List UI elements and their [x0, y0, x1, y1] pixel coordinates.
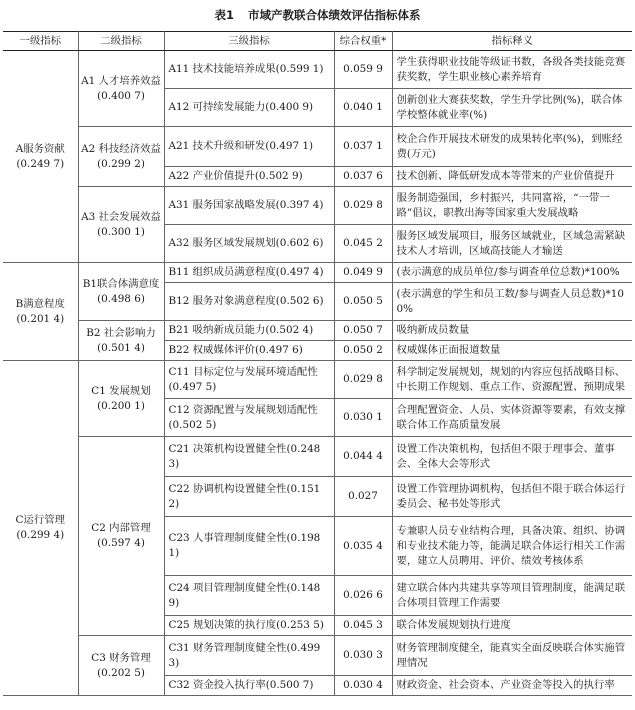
level2-cell — [78, 51, 164, 127]
level2-weight: (0.498 6) — [97, 292, 145, 305]
header-weight: 综合权重* — [334, 32, 392, 51]
level3-name: C31 财务管理制度健全性(0.499 3) — [164, 636, 334, 676]
level3-name: A11 技术技能培养成果(0.599 1) — [164, 51, 334, 89]
level3-name-line1: C12 资源配置与发展规划适配性 — [168, 403, 318, 416]
table-row — [3, 321, 632, 341]
level3-name: B22 权威媒体评价(0.497 6) — [164, 341, 334, 361]
level3-name: B21 吸纳新成员能力(0.502 4) — [164, 321, 334, 341]
description-cell: 科学制定发展规划，规划的内容应包括战略目标、中长期工作规划、重点工作、资源配置、预期成果 — [392, 361, 632, 399]
level2-cell — [78, 361, 164, 437]
level2-name: A2 科技经济效益 — [81, 142, 161, 155]
level3-name: C23 人事管理制度健全性(0.198 1) — [164, 517, 334, 576]
level2-name: C3 财务管理 — [91, 651, 151, 664]
weight-cell: 0.029 8 — [334, 187, 392, 225]
description-cell: 创新创业大赛获奖数，学生升学比例(%)，联合体学校整体就业率(%) — [392, 89, 632, 127]
weight-cell: 0.044 4 — [334, 437, 392, 477]
description-cell: 建立联合体内共建共享等项目管理制度，能满足联合体项目管理工作需要 — [392, 576, 632, 616]
description-cell: 吸纳新成员数量 — [392, 321, 632, 341]
description-cell: 校企合作开展技术研发的成果转化率(%)，到账经费(万元) — [392, 127, 632, 167]
weight-cell: 0.027 — [334, 477, 392, 517]
level2-weight: (0.501 4) — [97, 341, 145, 354]
weight-cell: 0.030 1 — [334, 399, 392, 437]
level1-cell — [3, 263, 78, 361]
weight-cell: 0.049 9 — [334, 263, 392, 283]
table-title: 市域产教联合体绩效评估指标体系 — [248, 8, 421, 22]
table-row — [3, 361, 632, 399]
level2-name: A3 社会发展效益 — [81, 210, 161, 223]
table-caption — [0, 0, 635, 30]
level1-name: C运行管理 — [15, 514, 65, 526]
description-cell: (表示满意的成员单位/参与调查单位总数)*100% — [392, 263, 632, 283]
level2-weight: (0.299 2) — [97, 157, 145, 170]
table-row — [3, 187, 632, 225]
level3-name: B12 服务对象满意程度(0.502 6) — [164, 283, 334, 321]
level3-name: B11 组织成员满意程度(0.497 4) — [164, 263, 334, 283]
weight-cell: 0.050 7 — [334, 321, 392, 341]
level2-weight: (0.200 1) — [97, 399, 145, 412]
level3-name: C24 项目管理制度健全性(0.148 9) — [164, 576, 334, 616]
level1-weight: (0.201 4) — [16, 312, 65, 325]
description-cell: 技术创新、降低研发成本等带来的产业价值提升 — [392, 167, 632, 187]
level2-name: C1 发展规划 — [91, 384, 151, 397]
level2-weight: (0.400 7) — [97, 89, 145, 102]
description-cell: 联合体发展规划执行进度 — [392, 616, 632, 636]
level3-name: C32 资金投入执行率(0.500 7) — [164, 676, 334, 696]
table-number: 表1 — [214, 8, 234, 22]
weight-cell: 0.050 2 — [334, 341, 392, 361]
weight-cell: 0.050 5 — [334, 283, 392, 321]
level3-name-line2: (0.497 5) — [168, 380, 217, 393]
level3-name — [164, 361, 334, 399]
table-row — [3, 437, 632, 477]
weight-cell: 0.045 2 — [334, 225, 392, 263]
header-level1: 一级指标 — [3, 32, 78, 51]
level1-name: B满意程度 — [15, 297, 65, 310]
description-cell: 专兼职人员专业结构合理，具备决策、组织、协调和专业技术能力等，能满足联合体运行相关工作需要，建立人员聘用、评价、绩效考核体系 — [392, 517, 632, 576]
level1-weight: (0.299 4) — [16, 529, 65, 541]
level3-name: A12 可持续发展能力(0.400 9) — [164, 89, 334, 127]
weight-cell: 0.040 1 — [334, 89, 392, 127]
weight-cell: 0.030 3 — [334, 636, 392, 676]
weight-cell: 0.035 4 — [334, 517, 392, 576]
level2-weight: (0.202 5) — [97, 666, 145, 679]
description-cell: 合理配置资金、人员、实体资源等要素，有效支撑联合体工作高质量发展 — [392, 399, 632, 437]
description-cell: 财务管理制度健全，能真实全面反映联合体实施管理情况 — [392, 636, 632, 676]
table-row — [3, 636, 632, 676]
level1-name: A服务资献 — [15, 142, 65, 155]
description-cell: 学生获得职业技能等级证书数，各级各类技能竞赛获奖数，学生职业核心素养培育 — [392, 51, 632, 89]
level2-cell — [78, 636, 164, 696]
level2-name: C2 内部管理 — [91, 522, 151, 534]
level3-name: A21 技术升级和研发(0.497 1) — [164, 127, 334, 167]
level3-name — [164, 399, 334, 437]
table-row — [3, 263, 632, 283]
header-row — [3, 32, 632, 51]
description-cell: 设置工作管理协调机构，包括但不限于联合体运行委员会、秘书处等形式 — [392, 477, 632, 517]
level3-name: A22 产业价值提升(0.502 9) — [164, 167, 334, 187]
weight-cell: 0.030 4 — [334, 676, 392, 696]
indicator-table — [3, 31, 632, 696]
level3-name: C25 规划决策的执行度(0.253 5) — [164, 616, 334, 636]
level2-name: B2 社会影响力 — [86, 326, 156, 339]
description-cell: 财政资金、社会资本、产业资金等投入的执行率 — [392, 676, 632, 696]
level3-name-line1: C11 目标定位与发展环境适配性 — [168, 365, 318, 378]
level1-cell — [3, 361, 78, 696]
description-cell: 设置工作决策机构，包括但不限于理事会、董事会、全体大会等形式 — [392, 437, 632, 477]
level2-weight: (0.597 4) — [97, 537, 145, 549]
weight-cell: 0.029 8 — [334, 361, 392, 399]
description-cell: 服务区域发展项目，服务区域就业，区域急需紧缺技术人才培训，区域高技能人才输送 — [392, 225, 632, 263]
weight-cell: 0.045 3 — [334, 616, 392, 636]
level1-weight: (0.249 7) — [16, 157, 65, 170]
level3-name: C22 协调机构设置健全性(0.151 2) — [164, 477, 334, 517]
description-cell: 服务制造强国，乡村振兴，共同富裕，“一带一路”倡议，职教出海等国家重大发展战略 — [392, 187, 632, 225]
table-row — [3, 127, 632, 167]
level2-cell — [78, 437, 164, 636]
level1-cell — [3, 51, 78, 263]
description-cell: (表示满意的学生和员工数/参与调查人员总数)*100% — [392, 283, 632, 321]
level2-cell — [78, 321, 164, 361]
table-row — [3, 51, 632, 89]
level2-cell — [78, 263, 164, 321]
header-level3: 三级指标 — [164, 32, 334, 51]
header-level2: 二级指标 — [78, 32, 164, 51]
level2-cell — [78, 187, 164, 263]
level2-name: B1联合体满意度 — [82, 277, 160, 290]
weight-cell: 0.037 1 — [334, 127, 392, 167]
level2-weight: (0.300 1) — [97, 225, 145, 238]
description-cell: 权威媒体正面报道数量 — [392, 341, 632, 361]
level3-name: C21 决策机构设置健全性(0.248 3) — [164, 437, 334, 477]
weight-cell: 0.026 6 — [334, 576, 392, 616]
level2-cell — [78, 127, 164, 187]
weight-cell: 0.037 6 — [334, 167, 392, 187]
weight-cell: 0.059 9 — [334, 51, 392, 89]
level3-name: A31 服务国家战略发展(0.397 4) — [164, 187, 334, 225]
header-description: 指标释义 — [392, 32, 632, 51]
level3-name: A32 服务区域发展规划(0.602 6) — [164, 225, 334, 263]
level3-name-line2: (0.502 5) — [168, 418, 217, 431]
level2-name: A1 人才培养效益 — [81, 74, 161, 87]
